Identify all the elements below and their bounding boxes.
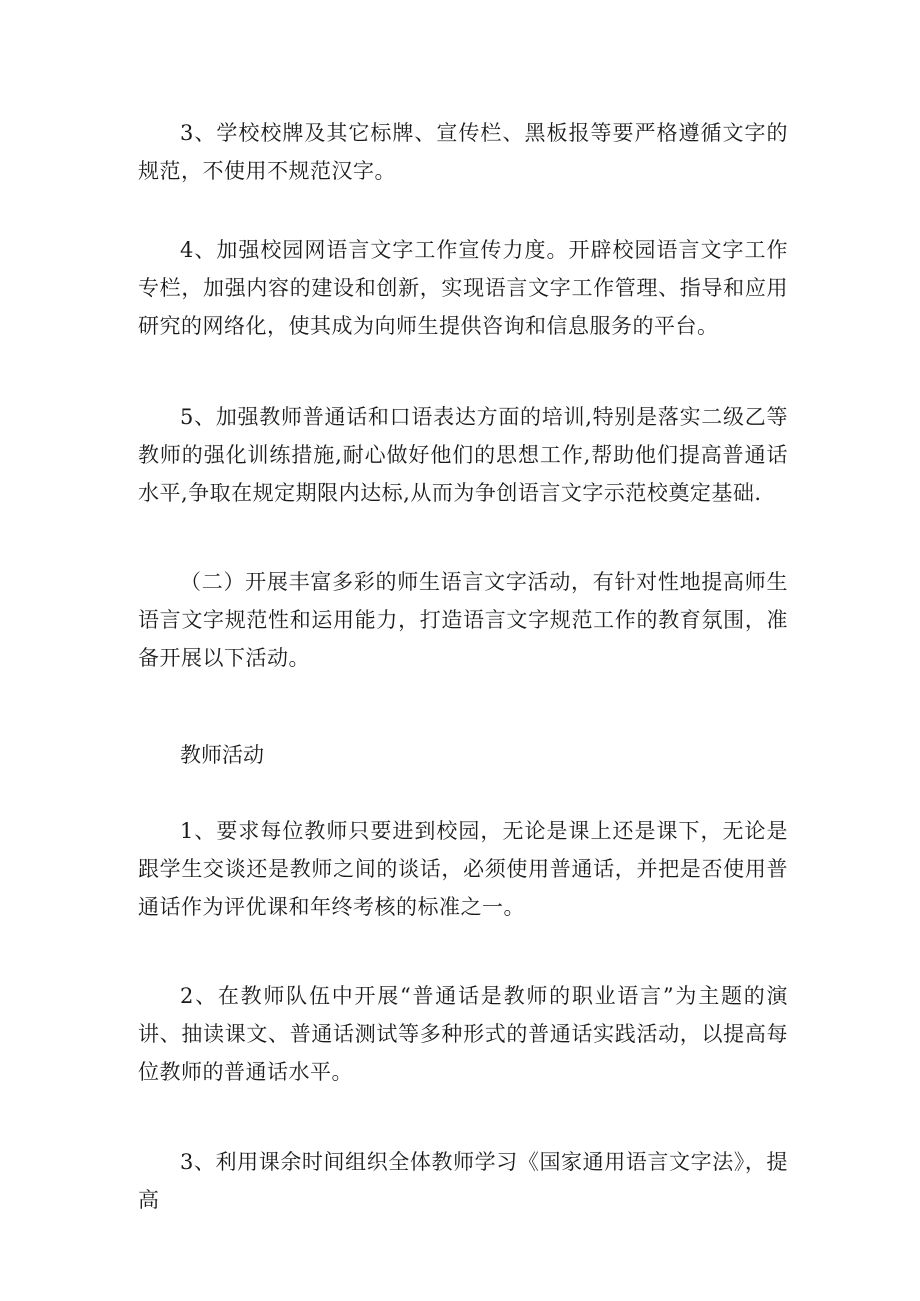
- paragraph-section-2: （二）开展丰富多彩的师生语言文字活动，有针对性地提高师生语言文字规范性和运用能力，打造语言文字规范工作的教育氛围，准备开展以下活动。: [138, 570, 788, 670]
- section-heading-teacher-activities: 教师活动: [180, 743, 264, 767]
- paragraph-item-3: 3、学校校牌及其它标牌、宣传栏、黑板报等要严格遵循文字的规范，不使用不规范汉字。: [138, 121, 788, 183]
- teacher-activity-item-2: 2、在教师队伍中开展“普通话是教师的职业语言”为主题的演讲、抽读课文、普通话测试等多种形式的普通话实践活动，以提高每位教师的普通话水平。: [138, 984, 788, 1084]
- teacher-activity-item-3: 3、利用课余时间组织全体教师学习《国家通用语言文字法》，提高: [138, 1150, 788, 1212]
- teacher-activity-item-1: 1、要求每位教师只要进到校园，无论是课上还是课下，无论是跟学生交谈还是教师之间的谈话，必须使用普通话，并把是否使用普通话作为评优课和年终考核的标准之一。: [138, 819, 788, 919]
- paragraph-item-4: 4、加强校园网语言文字工作宣传力度。开辟校园语言文字工作专栏，加强内容的建设和创新，实现语言文字工作管理、指导和应用研究的网络化，使其成为向师生提供咨询和信息服务的平台。: [138, 238, 788, 338]
- paragraph-item-5: 5、加强教师普通话和口语表达方面的培训,特别是落实二级乙等教师的强化训练措施,耐心做好他们的思想工作,帮助他们提高普通话水平,争取在规定期限内达标,从而为争创语言文字示范校奠定基础.: [138, 405, 788, 505]
